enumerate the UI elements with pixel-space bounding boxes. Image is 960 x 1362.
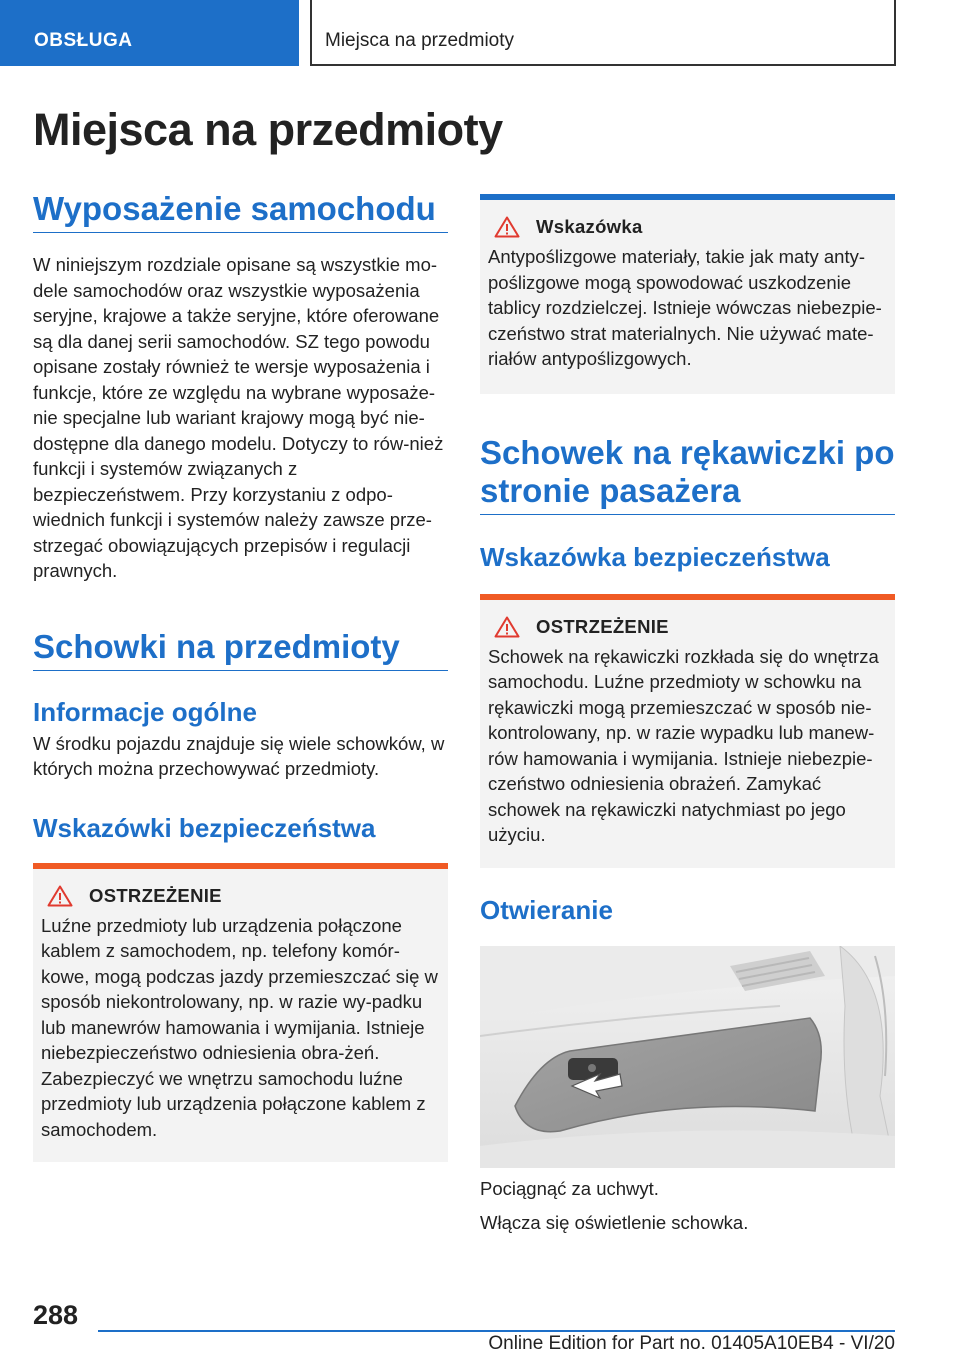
- warning-triangle-icon: [494, 616, 520, 638]
- page-title: Miejsca na przedmioty: [33, 104, 503, 155]
- heading-safety-notes: Wskazówki bezpieczeństwa: [33, 812, 376, 843]
- warning-box-glovebox: [480, 594, 895, 868]
- chapter-label: Miejsca na przedmioty: [325, 30, 515, 51]
- heading-storage: Schowki na przedmioty: [33, 628, 448, 671]
- paragraph-equipment: W niniejszym rozdziale opisane są wszystkie mo-dele samochodów oraz wszystkie wyposażenia seryjne, krajowe a także seryjne, które oferowane są dla danej serii samochodów. SZ tego powodu opisane zostały również te wersje wyposażenia i funkcje, które ze względu na wybrane wyposaże-nie specjalne lub wariant krajowy mogą być nie-dostępne dla danego modelu. Dotyczy to rów-nież funkcji i systemów związanych z bezpieczeństwem. Przy korzystaniu z odpo-wiednich funkcji i systemów należy zawsze prze-strzegać obowiązujących przepisów i regulacji prawnych.: [33, 254, 444, 581]
- warning-text: Luźne przedmioty lub urządzenia połączone kablem z samochodem, np. telefony komór-kowe, mogą podczas jazdy przemieszczać się w sposób niekontrolowany, np. w razie wy-padku lub manewrów hamowania i wymijania. Istnieje niebezpieczeństwo odniesienia obra-żeń. Zabezpieczyć we wnętrzu samochodu luźne przedmioty lub urządzenia połączone kablem z samochodem.: [41, 914, 438, 1140]
- heading-opening: Otwieranie: [480, 894, 613, 925]
- footer-edition: Online Edition for Part no. 01405A10EB4 - VI/20: [488, 1333, 895, 1354]
- warning-title: OSTRZEŻENIE: [89, 884, 222, 906]
- glovebox-photo: [480, 946, 895, 1168]
- warning-box: [33, 863, 448, 1163]
- section-label: OBSŁUGA: [34, 30, 133, 51]
- heading-glovebox: Schowek na rękawiczki po stronie pasażera: [480, 434, 895, 515]
- paragraph-general-info: W środku pojazdu znajduje się wiele schowków, w których można przechowywać przedmioty.: [33, 732, 445, 779]
- warning-triangle-icon: [494, 216, 520, 238]
- note-header: [488, 216, 887, 238]
- footer-divider: [98, 1330, 895, 1332]
- warning-header-glovebox: [488, 616, 887, 638]
- note-box: [480, 194, 895, 394]
- heading-safety-note: Wskazówka bezpieczeństwa: [480, 541, 830, 572]
- warning-title-glovebox: OSTRZEŻENIE: [536, 615, 669, 637]
- note-text: Antypoślizgowe materiały, takie jak maty anty-poślizgowe mogą spowodować uszkodzenie tablicy rozdzielczej. Istnieje wówczas niebezpie-czeństwo strat materialnych. Nie używać mate-riałów antypoślizgowych.: [488, 246, 882, 369]
- page-number: 288: [33, 1300, 79, 1330]
- note-title: Wskazówka: [536, 216, 643, 237]
- warning-text-glovebox: Schowek na rękawiczki rozkłada się do wnętrza samochodu. Luźne przedmioty w schowku na rękawiczki mogą przemieszczać w sposób nie-kontrolowany, np. w razie wypadku lub manew-rów hamowania i wymijania. Istnieje niebezpie-czeństwo odniesienia obrażeń. Zamykać schowek na rękawiczki natychmiast po jego użyciu.: [488, 645, 879, 845]
- heading-general-info: Informacje ogólne: [33, 696, 257, 727]
- left-column: [33, 190, 448, 1162]
- warning-triangle-icon: [47, 885, 73, 907]
- warning-header: [41, 885, 440, 907]
- chapter-tab: [312, 0, 896, 66]
- instruction-light: Włącza się oświetlenie schowka.: [480, 1212, 749, 1233]
- heading-equipment: Wyposażenie samochodu: [33, 190, 448, 233]
- right-column: [480, 194, 895, 1236]
- section-tab: [0, 0, 299, 66]
- instruction-pull: Pociągnąć za uchwyt.: [480, 1177, 659, 1199]
